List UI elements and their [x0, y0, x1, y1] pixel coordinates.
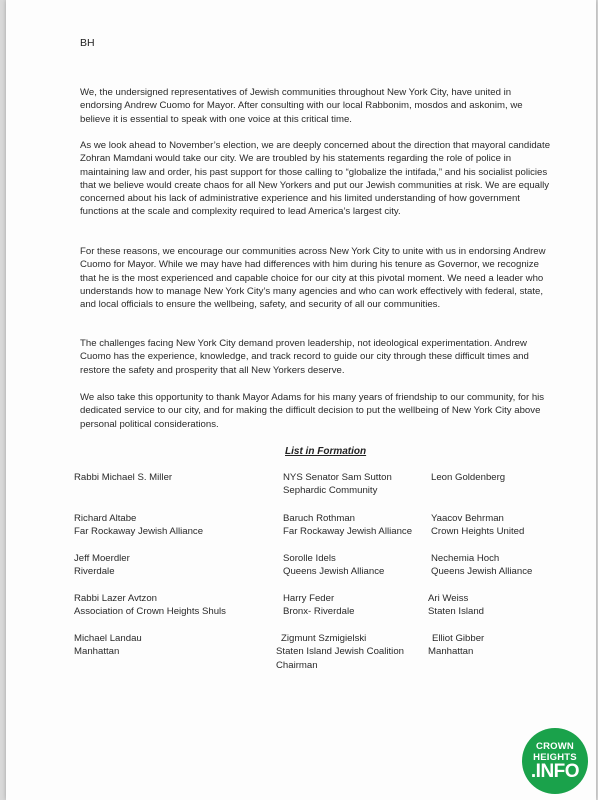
signatory: [431, 512, 524, 539]
signatory-affiliation: Sephardic Community: [283, 485, 378, 497]
signatory: [428, 632, 484, 659]
crownheights-info-logo: [522, 728, 588, 794]
signatory: [283, 552, 384, 579]
signatory-affiliation: Manhattan: [428, 646, 474, 658]
signatory-name: Nechemia Hoch: [431, 553, 500, 564]
signatory-name: Leon Goldenberg: [431, 472, 506, 483]
signatory: [74, 512, 203, 539]
paragraph-2: As we look ahead to November’s election, we are deeply concerned about the direction that mayoral candidate Zohran Mamdani would take our city. We are troubled by his statements regarding the role of police in maintaining law and order, his past support for those calling to “globalize the intifada,” and his socialist policies that we believe would create chaos for all New Yorkers and put our Jewish communities at risk. We are equally concerned about his lack of administrative experience and his limited understanding of how government functions at the scale and complexity required to lead America’s largest city.: [80, 140, 551, 218]
signatory-name: Harry Feder: [283, 593, 335, 604]
signatory-title: Chairman: [276, 659, 318, 671]
paragraph-4: The challenges facing New York City demand proven leadership, not ideological experimentation. Andrew Cuomo has the experience, knowledge, and track record to guide our city through these difficult times and restore the safety and prosperity that all New Yorkers deserve.: [80, 338, 529, 376]
signatory-affiliation: Association of Crown Heights Shuls: [74, 606, 226, 618]
signatory: [74, 471, 172, 484]
header-bh: BH: [80, 37, 95, 49]
signatory-affiliation: Queens Jewish Alliance: [431, 566, 533, 578]
signatory: [283, 512, 412, 539]
signatory: [74, 592, 226, 619]
signatory: [74, 552, 130, 579]
logo-line-3: .INFO: [530, 761, 580, 782]
signatory-affiliation: Manhattan: [74, 646, 120, 658]
signatory-affiliation: Bronx- Riverdale: [283, 606, 355, 618]
logo-line-2: HEIGHTS: [533, 752, 577, 763]
paragraph-5: We also take this opportunity to thank Mayor Adams for his many years of friendship to our community, for his dedicated service to our city, and for making the difficult decision to put the wellbeing of New York City above personal political considerations.: [80, 392, 545, 430]
signatory-affiliation: Queens Jewish Alliance: [283, 566, 385, 578]
signatory-name: Yaacov Behrman: [431, 513, 504, 524]
signatory-affiliation: Riverdale: [74, 566, 115, 578]
signatory-name: Michael Landau: [74, 633, 142, 644]
signatory-name: Zigmunt Szmigielski: [281, 633, 367, 644]
signatory-name: Jeff Moerdler: [74, 553, 130, 564]
signatory: [431, 471, 505, 484]
signatory-name: Rabbi Michael S. Miller: [74, 472, 173, 483]
signatory-affiliation: Staten Island: [428, 606, 485, 618]
logo-line-1: CROWN: [536, 741, 574, 752]
signatory: [428, 592, 484, 619]
letter-page: [6, 0, 596, 800]
signatory: [431, 552, 532, 579]
signatory-affiliation: Crown Heights United: [431, 526, 525, 538]
list-heading: List in Formation: [285, 446, 367, 457]
signatory-name: Sorolle Idels: [283, 553, 336, 564]
paragraph-1: We, the undersigned representatives of Jewish communities throughout New York City, have united in endorsing Andrew Cuomo for Mayor. After consulting with our local Rabbonim, mosdos and askonim, we believe it is essential to speak with one voice at this critical time.: [80, 87, 523, 125]
signatory-affiliation: Far Rockaway Jewish Alliance: [283, 526, 413, 538]
signatory-name: Ari Weiss: [428, 593, 469, 604]
signatory: [276, 632, 404, 672]
paragraph-3: For these reasons, we encourage our communities across New York City to unite with us in endorsing Andrew Cuomo for Mayor. While we may have had differences with him during his tenure as Governor, we recognize that he is the most experienced and capable choice for our city at this pivotal moment. We need a leader who understands how to manage New York City’s many agencies and who can work effectively with federal, state, and local officials to ensure the wellbeing, safety, and security of all our communities.: [80, 246, 546, 311]
signatory-name: Rabbi Lazer Avtzon: [74, 593, 158, 604]
signatory: [283, 592, 354, 619]
signatory-name: NYS Senator Sam Sutton: [283, 472, 392, 483]
signatory-name: Richard Altabe: [74, 513, 137, 524]
signatory-name: Elliot Gibber: [432, 633, 485, 644]
signatory: [74, 632, 142, 659]
signatory: [283, 471, 392, 498]
signatory-affiliation: Staten Island Jewish Coalition: [276, 646, 404, 658]
signatory-name: Baruch Rothman: [283, 513, 355, 524]
signatory-affiliation: Far Rockaway Jewish Alliance: [74, 526, 204, 538]
